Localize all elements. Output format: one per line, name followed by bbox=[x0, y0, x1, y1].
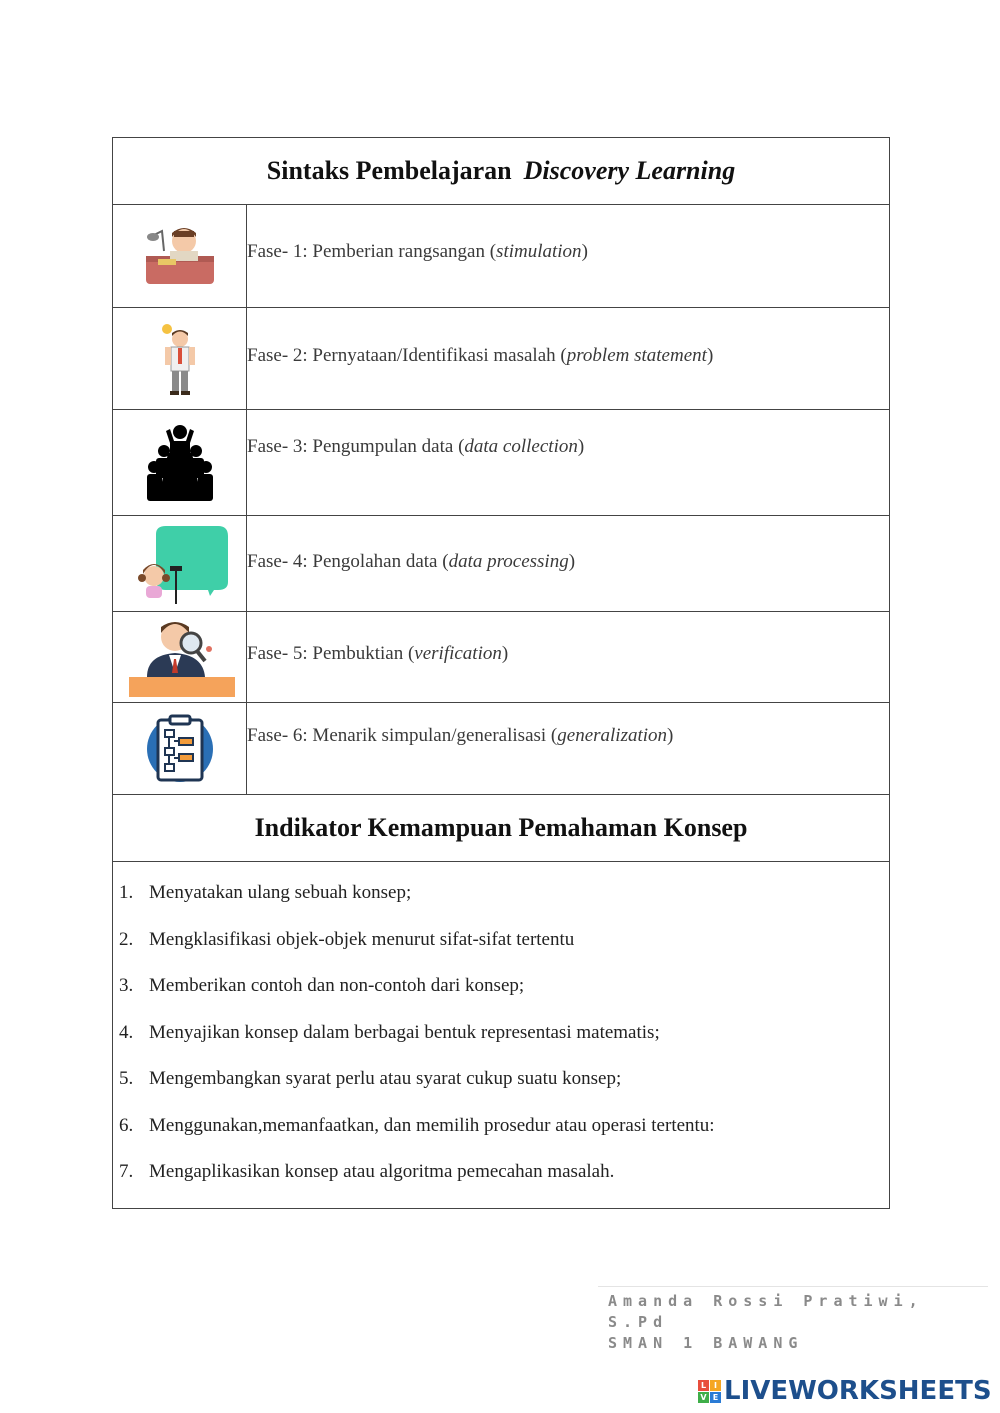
list-item: 3. Memberikan contoh dan non-contoh dari konsep; bbox=[119, 975, 525, 996]
list-item: 2. Mengklasifikasi objek-objek menurut sifat-sifat tertentu bbox=[119, 928, 575, 950]
liveworksheets-logo[interactable] bbox=[698, 1376, 992, 1406]
phase-row bbox=[113, 612, 889, 703]
phase-text: Fase- 5: Pembuktian (verification) bbox=[247, 643, 509, 664]
phase-row bbox=[113, 308, 889, 410]
list-item: 5. Mengembangkan syarat perlu atau syarat cukup suatu konsep; bbox=[119, 1068, 622, 1089]
phase-row bbox=[113, 410, 889, 516]
phase-text: Fase- 4: Pengolahan data (data processing) bbox=[247, 551, 576, 572]
list-item: 6. Menggunakan,memanfaatkan, dan memilih prosedur atau operasi tertentu: bbox=[119, 1114, 715, 1136]
phase-text: Fase- 6: Menarik simpulan/generalisasi (generalization) bbox=[247, 725, 674, 746]
group-people-icon bbox=[113, 410, 247, 515]
syntax-title: Sintaks Pembelajaran Discovery Learning bbox=[113, 138, 889, 205]
worksheet-table bbox=[112, 137, 890, 1209]
school-name: SMAN 1 BAWANG bbox=[608, 1334, 804, 1352]
author-name: Amanda Rossi Pratiwi, S.Pd bbox=[608, 1292, 924, 1331]
indicator-list bbox=[113, 862, 889, 1208]
phase-row bbox=[113, 516, 889, 612]
phase-text: Fase- 1: Pemberian rangsangan (stimulation) bbox=[247, 241, 588, 262]
phase-text: Fase- 2: Pernyataan/Identifikasi masalah (problem statement) bbox=[247, 345, 714, 366]
flowchart-clipboard-icon bbox=[113, 703, 247, 794]
list-item: 1. Menyatakan ulang sebuah konsep; bbox=[119, 882, 412, 903]
list-item: 7. Mengaplikasikan konsep atau algoritma pemecahan masalah. bbox=[119, 1161, 615, 1182]
brand-name: LIVEWORKSHEETS bbox=[724, 1376, 992, 1406]
phase-text: Fase- 3: Pengumpulan data (data collection) bbox=[247, 436, 585, 457]
live-logo-icon: L I V E bbox=[698, 1380, 721, 1403]
magnifier-man-icon bbox=[113, 612, 247, 702]
girl-board-icon bbox=[113, 516, 247, 611]
list-item: 4. Menyajikan konsep dalam berbagai bentuk representasi matematis; bbox=[119, 1021, 660, 1043]
phase-row bbox=[113, 205, 889, 308]
indicator-title: Indikator Kemampuan Pemahaman Konsep bbox=[113, 795, 889, 862]
phase-row bbox=[113, 703, 889, 795]
student-desk-icon bbox=[113, 205, 247, 307]
author-footer bbox=[598, 1286, 988, 1354]
idea-man-icon bbox=[113, 308, 247, 409]
